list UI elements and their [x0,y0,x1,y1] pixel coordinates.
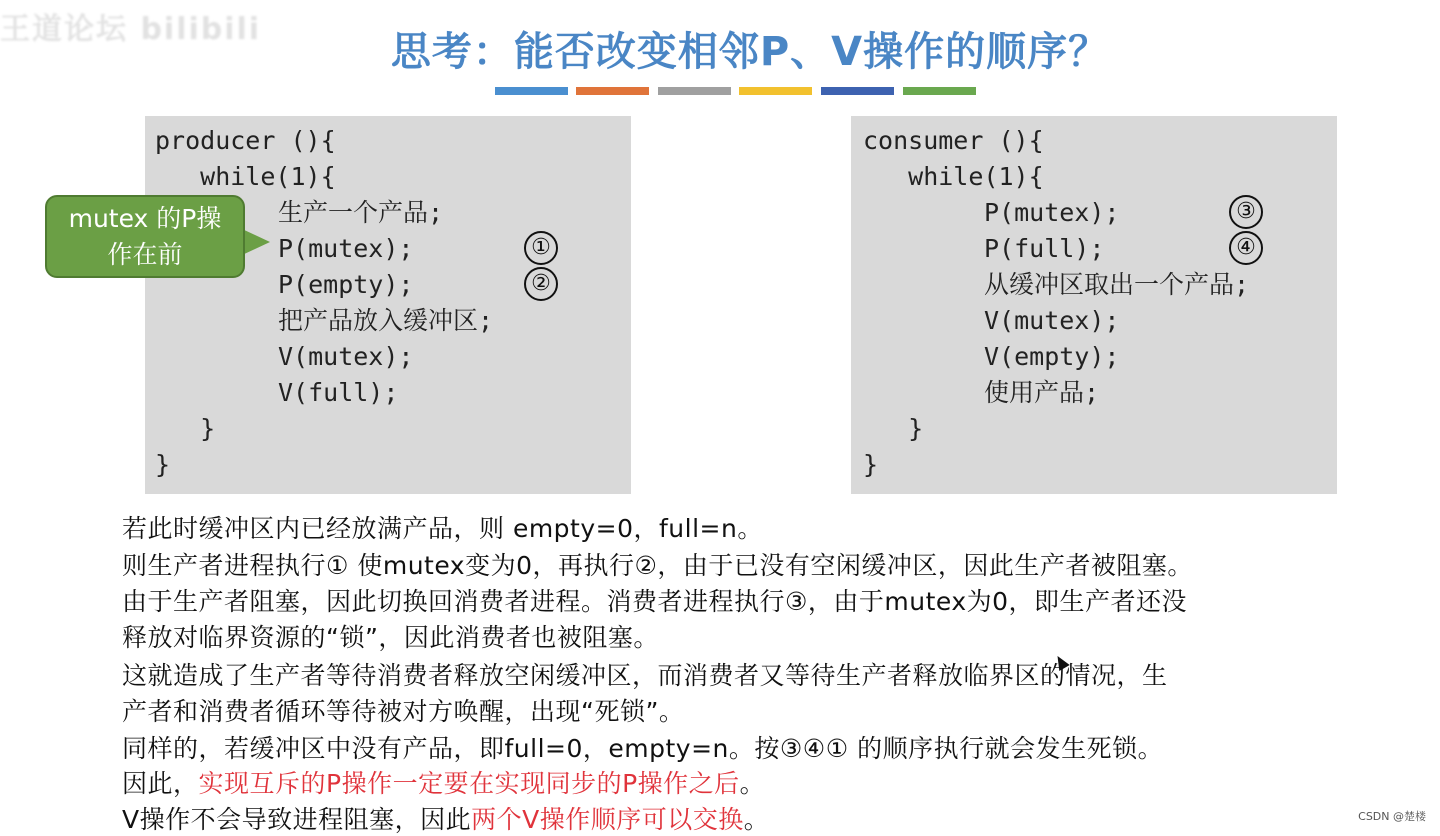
callout-bubble [45,195,245,278]
watermark-logo: 王道论坛 bilibili [0,12,262,47]
conclusion-prefix: 因此， [122,769,199,798]
code-line: } [155,414,216,443]
step-marker-2: ② [524,267,558,301]
explanation-line-5: 这就造成了生产者等待消费者释放空闲缓冲区，而消费者又等待生产者释放临界区的情况，生 [122,661,1168,690]
accent-bar-6 [903,87,976,95]
conclusion-suffix: 。 [739,769,766,798]
code-line: 把产品放入缓冲区; [278,306,494,335]
page-title: 思考：能否改变相邻P、V操作的顺序？ [390,29,1110,75]
code-line: P(mutex); [984,198,1120,227]
step-marker-1: ① [524,231,558,265]
accent-bar-5 [821,87,894,95]
conclusion-prefix: V操作不会导致进程阻塞，因此 [122,805,472,834]
explanation-line-6: 产者和消费者循环等待被对方唤醒，出现“死锁”。 [122,697,685,726]
footer-credit: CSDN @楚楼 [1358,810,1426,823]
step-marker-3: ③ [1229,195,1263,229]
conclusion-line-2 [122,800,769,836]
conclusion-highlight: 实现互斥的P操作一定要在实现同步的P操作之后 [198,769,740,798]
accent-bar-3 [658,87,731,95]
explanation-line-7: 同样的，若缓冲区中没有产品，即full=0，empty=n。按③④① 的顺序执行就会发生死锁。 [122,734,1164,763]
conclusion-line-1 [122,764,765,800]
producer-code-box [145,116,631,494]
explanation-line-1: 若此时缓冲区内已经放满产品，则 empty=0，full=n。 [122,514,763,543]
accent-bar-4 [739,87,812,95]
code-line: V(full); [278,378,399,407]
callout-line-1: mutex 的P操 [68,204,222,233]
accent-bar-1 [495,87,568,95]
code-line: P(mutex); [278,234,414,263]
code-line: V(mutex); [984,306,1120,335]
callout-line-2: 作在前 [107,240,183,269]
code-line: while(1){ [155,162,336,191]
explanation-line-3: 由于生产者阻塞，因此切换回消费者进程。消费者进程执行③，由于mutex为0，即生产者还没 [122,587,1188,616]
code-line: producer (){ [155,126,336,155]
code-line: } [863,450,879,479]
explanation-line-2: 则生产者进程执行① 使mutex变为0，再执行②，由于已没有空闲缓冲区，因此生产者被阻塞。 [122,551,1193,580]
code-line: P(empty); [278,270,414,299]
code-line: while(1){ [863,162,1044,191]
code-line: V(mutex); [278,342,414,371]
code-line: P(full); [984,234,1105,263]
conclusion-highlight: 两个V操作顺序可以交换 [471,805,744,834]
step-marker-4: ④ [1229,231,1263,265]
conclusion-suffix: 。 [743,805,770,834]
accent-bar-2 [576,87,649,95]
code-line: V(empty); [984,342,1120,371]
explanation-line-4: 释放对临界资源的“锁”，因此消费者也被阻塞。 [122,623,659,652]
consumer-code-box [851,116,1337,494]
code-line: } [155,450,171,479]
code-line: } [863,414,924,443]
code-line: consumer (){ [863,126,1044,155]
code-line: 使用产品; [984,378,1100,407]
code-line: 从缓冲区取出一个产品; [984,270,1250,299]
code-line: 生产一个产品; [278,198,444,227]
